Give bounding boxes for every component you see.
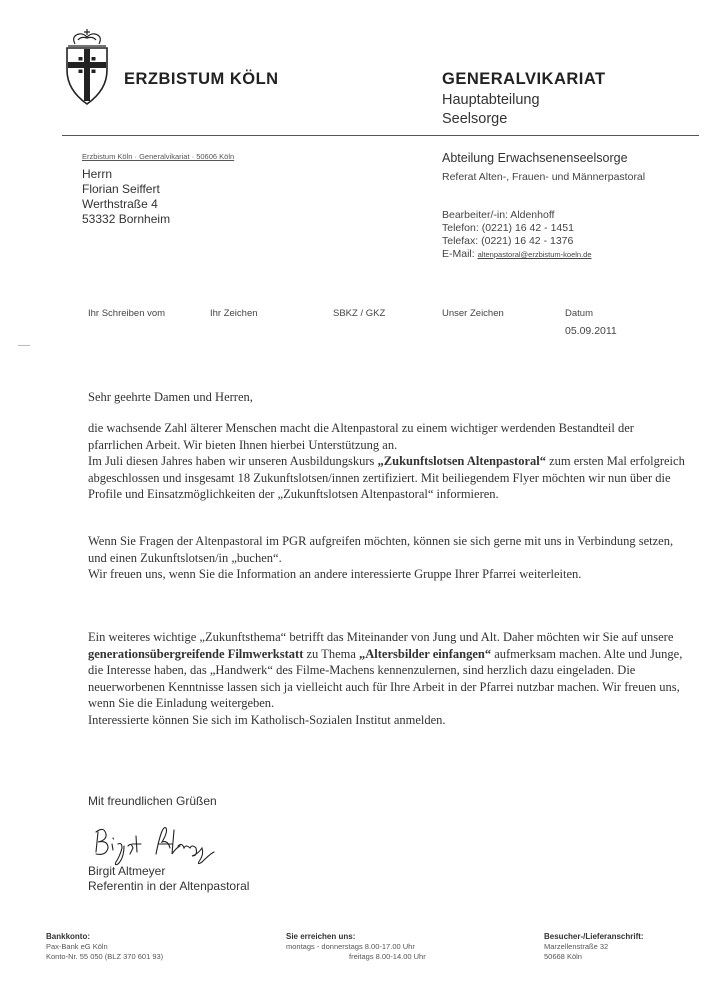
ref-our-sign: Unser Zeichen (442, 308, 504, 319)
sender-fax: Telefax: (0221) 16 42 - 1376 (442, 235, 574, 247)
p2-text-1: Wenn Sie Fragen der Altenpastoral im PGR aufgreifen möchten, können sie sich gerne mit uns in Verbindung setzen, und einen Zukunftslotsen/in „buchen“. (88, 534, 674, 565)
p3-text-3: aufmerksam machen. Alte und Junge, die Interesse haben, das „Handwerk“ des Filme-Machens kennenzulernen, sind herzlich dazu eingeladen. Die neuerworbenen Kenntnisse lassen sich ja vielleicht auch für Ihre Arbeit in der Pfarrei nutzbar machen. Wir freuen uns, wenn Sie die Einladung weitergeben. (88, 646, 683, 711)
recipient-line-3: Werthstraße 4 (82, 197, 158, 211)
return-address: Erzbistum Köln · Generalvikariat · 50606 Köln (82, 152, 235, 161)
footer-hours-line-1: montags - donnerstags 8.00-17.00 Uhr (286, 942, 415, 951)
footer-bank-line-2: Konto-Nr. 55 050 (BLZ 370 601 93) (46, 952, 164, 961)
recipient-line-1: Herrn (82, 167, 113, 181)
sender-section: Referat Alten-, Frauen- und Männerpastoral (442, 171, 646, 183)
department-subtitle-2: Seelsorge (442, 111, 508, 127)
p1-text-3: zum ersten Mal erfolgreich abgeschlossen und insgesamt 18 Zukunftslotsen/innen zertifiziert. Mit beiliegendem Flyer möchten wir nun über die Profile und Einsatzmöglichkeiten der „Zukunftslotsen Altenpastoral“ informieren. (88, 454, 685, 502)
header-divider (62, 135, 699, 136)
salutation: Sehr geehrte Damen und Herren, (88, 390, 253, 404)
ref-code: SBKZ / GKZ (333, 308, 386, 319)
sender-handler: Bearbeiter/-in: Aldenhoff (442, 209, 555, 221)
footer-bank-line-1: Pax-Bank eG Köln (46, 942, 108, 951)
footer-bank-title: Bankkonto: (46, 932, 90, 941)
sender-phone: Telefon: (0221) 16 42 - 1451 (442, 222, 574, 234)
email-label: E-Mail: (442, 248, 475, 260)
recipient-line-2: Florian Seiffert (82, 182, 160, 196)
p1-text-1: die wachsende Zahl älterer Menschen macht die Altenpastoral zu einem wichtiger werdenden Bestandteil der pfarrlichen Arbeit. Wir bieten Ihnen hierbei Unterstützung an. (88, 421, 634, 452)
p2-text-2: Wir freuen uns, wenn Sie die Information an andere interessierte Gruppe Ihrer Pfarrei weiterleiten. (88, 567, 582, 582)
ref-date-label: Datum (565, 308, 593, 319)
org-name: ERZBISTUM KÖLN (124, 70, 279, 88)
p3-text-2: zu Thema (303, 646, 360, 661)
footer-bank (46, 932, 163, 962)
paragraph-2 (88, 533, 688, 583)
footer-hours-line-2: freitags 8.00-14.00 Uhr (349, 952, 426, 961)
footer-hours-title: Sie erreichen uns: (286, 932, 356, 941)
ref-your-sign: Ihr Zeichen (210, 308, 258, 319)
signer-name: Birgit Altmeyer (88, 864, 166, 878)
p3-theme-name: „Altersbilder einfangen“ (359, 646, 492, 661)
archdiocese-coat-of-arms-logo (62, 28, 112, 113)
closing: Mit freundlichen Grüßen (88, 794, 217, 808)
p3-text-1: Ein weiteres wichtige „Zukunftsthema“ betrifft das Miteinander von Jung und Alt. Daher möchten wir Sie auf unsere (88, 630, 674, 644)
sender-email-row (442, 248, 592, 260)
footer-address-line-2: 50668 Köln (544, 952, 582, 961)
p3-text-4: Interessierte können Sie sich im Katholisch-Sozialen Institut anmelden. (88, 712, 446, 727)
department-title: GENERALVIKARIAT (442, 70, 606, 88)
ref-your-letter: Ihr Schreiben vom (88, 308, 166, 319)
footer-hours (286, 932, 426, 962)
fold-mark (18, 345, 30, 346)
letter-date: 05.09.2011 (565, 325, 617, 337)
department-subtitle-1: Hauptabteilung (442, 92, 540, 108)
sender-division: Abteilung Erwachsenenseelsorge (442, 151, 628, 165)
p1-text-2: Im Juli diesen Jahres haben wir unseren Ausbildungskurs (88, 454, 378, 469)
paragraph-1 (88, 420, 688, 503)
footer-address-title: Besucher-/Lieferanschrift: (544, 932, 644, 941)
p3-workshop-name: generationsübergreifende Filmwerkstatt (88, 646, 304, 661)
recipient-line-4: 53332 Bornheim (82, 212, 171, 226)
p1-course-name: „Zukunftslotsen Altenpastoral“ (377, 454, 546, 469)
paragraph-3 (88, 629, 688, 729)
footer-address (544, 932, 644, 962)
signer-role: Referentin in der Altenpastoral (88, 879, 250, 893)
email-link[interactable]: altenpastoral@erzbistum-koeln.de (477, 250, 592, 259)
footer-address-line-1: Marzellenstraße 32 (544, 942, 609, 951)
